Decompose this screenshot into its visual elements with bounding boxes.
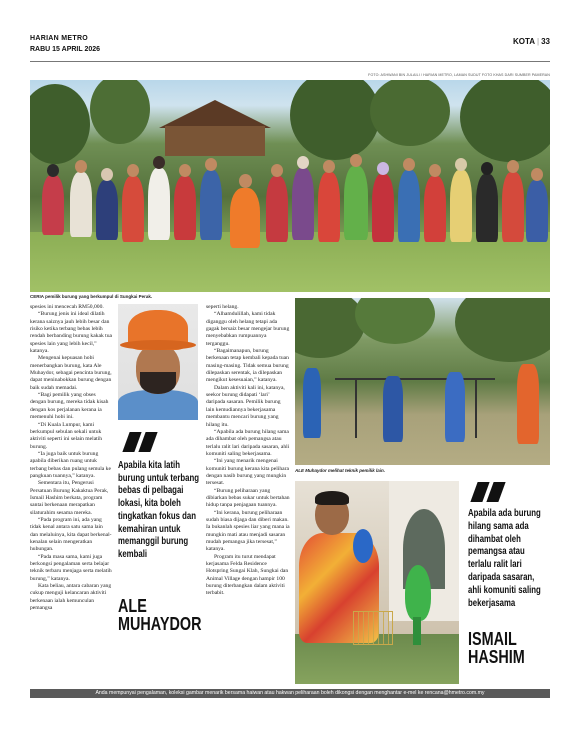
pull-quote-1-name xyxy=(118,597,201,633)
tree xyxy=(455,298,550,362)
portrait-shirt xyxy=(118,390,198,420)
portrait-beard xyxy=(140,372,176,394)
article-paragraph: “Di Kuala Lumpur, kami berkumpul sebulan sekali untuk aktiviti seperti ini selain melatih burung. xyxy=(30,421,103,450)
article-paragraph: “Alhamdulillah, kami tidak diganggu oleh helang tetapi ada gagak bersaiz besar mengejar burung menyebabkan rumpuannya terganggu. xyxy=(206,311,290,347)
person xyxy=(122,176,144,242)
tree xyxy=(295,298,365,358)
masthead xyxy=(30,35,100,53)
pull-quote-2-name-line1: ISMAIL xyxy=(468,629,517,649)
person xyxy=(70,172,92,237)
person xyxy=(318,172,340,242)
pull-quote-1: Apabila kita latih burung untuk terbang bebas di pelbagai lokasi, kita boleh tingkatkan fokus dan kemahiran untuk memanggil burung kembali xyxy=(118,460,200,560)
person xyxy=(200,170,222,240)
pull-quote-2-name-line2: HASHIM xyxy=(468,647,525,667)
person-head xyxy=(239,174,252,188)
person xyxy=(292,168,314,240)
pull-quote-1-name-line2: MUHAYDOR xyxy=(118,614,202,634)
bird-photo-caption: ALE Muhaydor melihat teknik pemilik lain. xyxy=(295,468,386,473)
footer-note: Anda mempunyai pengalaman, koleksi gambar menarik bersama haiwan atau hakwan peliharaan boleh dikongsi dengan menghantar e-mel ke rencana@hmetro.com.my xyxy=(95,690,485,696)
article-paragraph: Sementara itu, Pengerusi Persatuan Burung Kakaktua Perak, Ismail Hashim berkata, program santai berkenaan merapatkan silaturahim sesama mereka. xyxy=(30,480,109,516)
issue-date: RABU 15 APRIL 2026 xyxy=(30,46,101,53)
tree xyxy=(30,84,90,164)
article-paragraph: “Bagi pemilik yang obses dengan burung, mereka tidak kisah dengan kos perjalanan kerana ia memenuhi hobi ini. xyxy=(30,392,109,421)
person-head xyxy=(531,168,543,181)
header-rule xyxy=(30,61,550,62)
person-head xyxy=(179,164,191,177)
bird-perch xyxy=(335,378,495,380)
person-head xyxy=(153,156,165,169)
divider: | xyxy=(537,37,540,46)
article-paragraph: “Apabila ada burung hilang sama ada dihambat oleh pemangsa atau terlalu ralit lari daripada sasaran, ahli komuniti saling bekerjasama. xyxy=(206,428,290,457)
bird-training-photo xyxy=(295,298,550,465)
article-paragraph: Kata beliau, antara cabaran yang cukup menguji kelancaran aktiviti berkenaan ialah kemunculan pemangsa xyxy=(30,583,112,612)
article-paragraph: “Pada program ini, ada yang tidak kenal antara satu sama lain dan melaluinya, kita dapat berkenal-kenalan selain mengeratkan hubungan. xyxy=(30,516,112,553)
person-head xyxy=(323,160,335,173)
green-parrot xyxy=(405,565,431,621)
pavilion-roof xyxy=(145,100,285,128)
person-head xyxy=(455,158,467,171)
tree xyxy=(290,80,380,160)
article-paragraph: Mengenai kepuasan hobi menerbangkan burung, kata Ale Muhaydor, sebagai pencinta burung, dapat meninabokkan burung dengan baik sudah memadai. xyxy=(30,355,112,391)
quote-mark-icon xyxy=(122,432,154,452)
person xyxy=(174,176,196,240)
person xyxy=(398,170,420,242)
person-head xyxy=(403,158,415,171)
article-paragraph: “Pada masa sama, kami juga berkongsi pengalaman serta belajar teknik terbaru menjaga serta melatih burung,” katanya. xyxy=(30,553,112,582)
person xyxy=(476,174,498,242)
blue-parrot xyxy=(353,529,373,563)
pull-quote-1-name-line1: ALE xyxy=(118,596,147,616)
paper-name: HARIAN METRO xyxy=(30,35,89,42)
person-head xyxy=(47,164,59,177)
person-head xyxy=(127,164,139,177)
tree xyxy=(355,298,435,344)
person-head xyxy=(101,168,113,181)
main-photo-caption: CERIA pemilik burung yang berkumpul di Sungkai Perak. xyxy=(30,294,153,299)
portrait-hat-brim xyxy=(120,340,196,350)
article-paragraph: Program itu turut mendapat kerjasama Felda Residence Hotspring Sungai Klah, Sungkai dan Animal Village dengan hampir 100 burung diterbangkan dalam aktiviti terbabit. xyxy=(206,553,289,597)
article-paragraph: “Burung peliharaan yang dibiarkan bebas sukar untuk bertahan hidup tanpa penjagaan tuannya. xyxy=(206,487,290,509)
person xyxy=(517,364,539,444)
photo-credit: FOTO: ASHWANI BIN JULAILI / HARIAN METRO, LAMAN SUDUT FOTO KHAS DARI SUMBER PAMERAN xyxy=(368,73,550,77)
article-paragraph: spesies ini mencecah RM50,000. xyxy=(30,304,104,310)
tree xyxy=(90,80,150,144)
person xyxy=(450,170,472,242)
page-number: 33 xyxy=(541,37,550,46)
person-head xyxy=(377,162,389,175)
person xyxy=(502,172,524,242)
person-head xyxy=(297,156,309,169)
person xyxy=(230,188,260,248)
person-head xyxy=(271,164,283,177)
person xyxy=(266,176,288,242)
article-paragraph: “Burung jenis ini ideal dilatih kerana saiznya jauh lebih besar dan risiko ketika terbang bebas lebih rendah berbanding burung kakak tua spesies lain yang lebih kecil,” katanya. xyxy=(30,311,113,355)
tree xyxy=(370,80,450,146)
pavilion xyxy=(165,126,265,156)
person xyxy=(42,175,64,235)
portrait-ale-muhaydor xyxy=(118,304,198,420)
person-head xyxy=(481,162,493,175)
person xyxy=(526,180,548,242)
person xyxy=(148,168,170,240)
person-head xyxy=(205,158,217,171)
person xyxy=(383,376,403,442)
article-paragraph: “Ini yang menarik mengenai komuniti burung kerana kita pelihara dengan nasib burung yang mungkin tersesat. xyxy=(206,458,289,487)
main-group-photo xyxy=(30,80,550,292)
person-head xyxy=(75,160,87,173)
person xyxy=(372,174,394,242)
article-paragraph: Dalam aktiviti kali ini, katanya, seekor burung didapati ‘lari’ daripada sasaran. Pemilik burung lain kemudiannya bekerjasama membantu mencari burung yang hilang itu. xyxy=(206,384,285,428)
green-parrot-tail xyxy=(413,617,421,645)
article-paragraph: “Ia juga baik untuk burung apabila diberikan ruang untuk terbang bebas dan pulang semula ke pangkuan tuannya,” katanya. xyxy=(30,450,111,479)
article-paragraph: “Ini kerana, burung peliharaan sudah biasa dijaga dan diberi makan. Ia bukanlah spesies liar yang mana ia mungkin mati atau menjadi sasaran mudah pemangsa jika tersesat,” katanya. xyxy=(206,509,290,553)
man-hair xyxy=(315,491,349,505)
lawn xyxy=(30,232,550,292)
article-column-1 xyxy=(30,304,112,612)
pull-quote-2-name xyxy=(468,630,525,666)
ismail-hashim-photo xyxy=(295,481,459,684)
person xyxy=(445,372,465,442)
person-head xyxy=(429,164,441,177)
person xyxy=(96,180,118,240)
article-paragraph: “Bagaimanapun, burung berkenaan tetap kembali kepada tuan masing-masing. Tidak semua burung dilepaskan serentak, ia dilepaskan mengikut kesesuaian,” katanya. xyxy=(206,348,289,384)
perch-pole xyxy=(475,378,477,438)
pull-quote-2: Apabila ada burung hilang sama ada dihambat oleh pemangsa atau terlalu ralit lari daripada sasaran, ahli komuniti saling bekerjasama xyxy=(468,508,541,609)
person xyxy=(303,368,321,438)
perch-pole xyxy=(355,378,357,438)
section-label xyxy=(513,37,550,46)
person-head xyxy=(507,160,519,173)
person-head xyxy=(350,154,362,167)
article-paragraph: seperti helang. xyxy=(206,304,239,310)
person xyxy=(344,166,368,240)
quote-mark-icon xyxy=(470,482,502,502)
bird-cage xyxy=(353,611,393,645)
section-name: KOTA xyxy=(512,37,536,46)
tree xyxy=(460,80,550,162)
article-column-2 xyxy=(206,304,290,598)
person xyxy=(424,176,446,242)
